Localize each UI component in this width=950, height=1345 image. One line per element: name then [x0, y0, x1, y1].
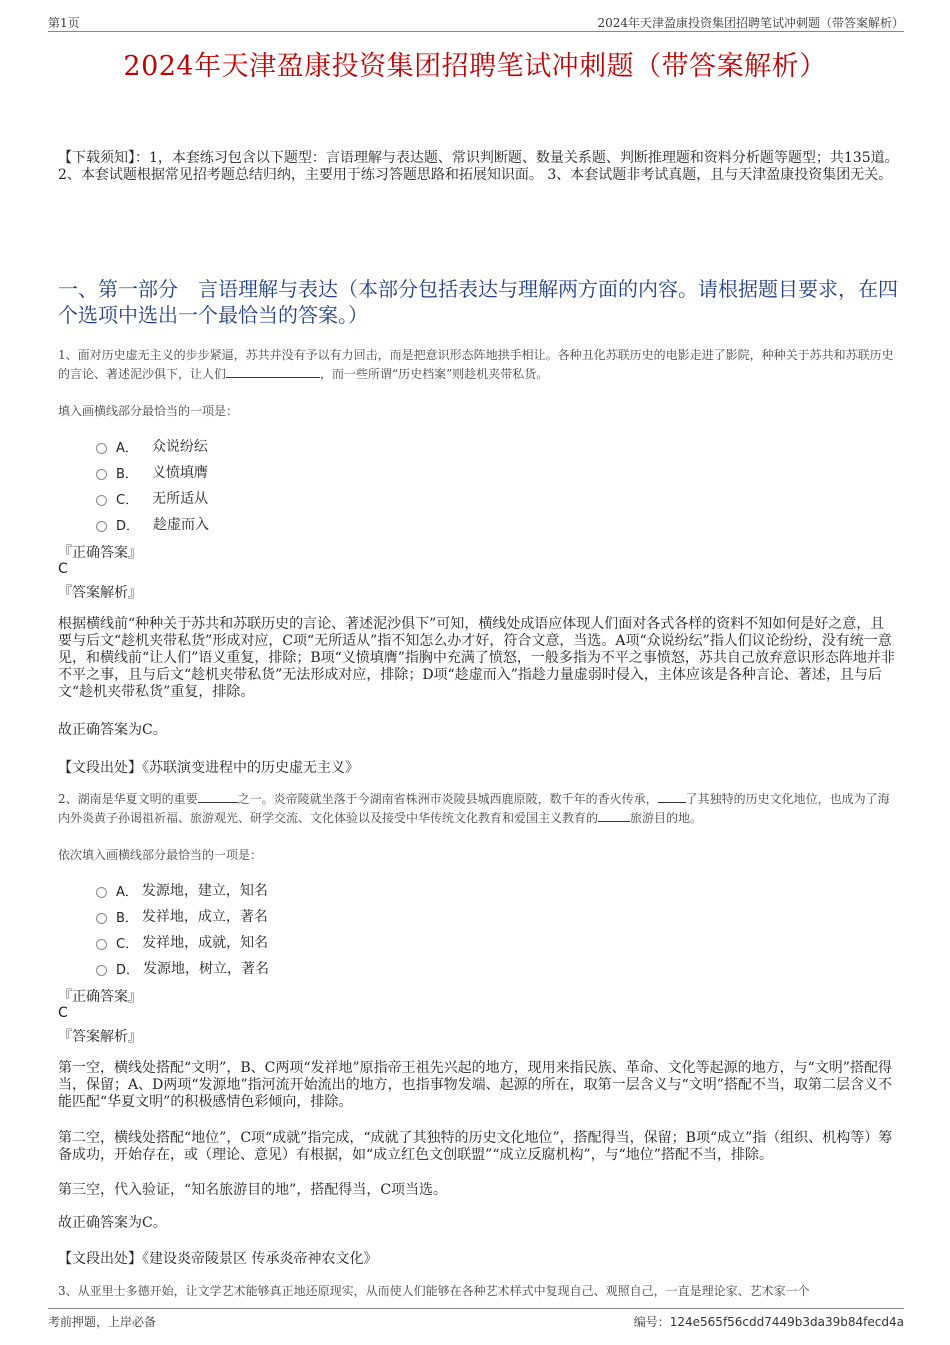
- fill-blank: [658, 790, 686, 803]
- radio-icon[interactable]: [96, 887, 107, 898]
- radio-icon[interactable]: [96, 939, 107, 950]
- radio-icon[interactable]: [96, 913, 107, 924]
- option-text: 众说纷纭: [151, 439, 208, 455]
- option-c[interactable]: [96, 932, 268, 952]
- header-divider: [48, 31, 904, 32]
- analysis-text: 第一空，横线处搭配“文明”，B、C两项“发祥地”原指帝王祖先兴起的地方，现用来指民族、革命、文化等起源的地方，与“文明”搭配得当，保留；A、D两项“发源地”指河流开始流出的地方，也指事物发端、起源的所在，取第一层含义与“文明”搭配不当，取第二层含义不能匹配“华夏文明”的积极感情色彩倾向，排除。: [58, 1060, 892, 1110]
- question-2-text: [58, 790, 900, 828]
- option-letter: B．: [116, 910, 138, 926]
- option-text: 发祥地，成就，知名: [142, 935, 269, 951]
- question-2-text-d: 旅游目的地。: [630, 811, 703, 825]
- code-label: 编号：: [633, 1315, 670, 1329]
- fill-blank: [598, 809, 630, 822]
- question-2-prompt: 依次填入画横线部分最恰当的一项是：: [58, 848, 263, 862]
- source-citation: 【文段出处】《建设炎帝陵景区 传承炎帝神农文化》: [58, 1251, 378, 1267]
- option-letter: B．: [116, 466, 138, 482]
- fill-blank: [198, 790, 238, 803]
- answer-value: C: [58, 561, 68, 577]
- analysis-label: 『答案解析』: [58, 585, 142, 601]
- question-2-text-a: 2、湖南是华夏文明的重要: [58, 792, 198, 806]
- analysis-text: 第三空，代入验证，“知名旅游目的地”，搭配得当，C项当选。: [58, 1182, 448, 1198]
- option-b[interactable]: [96, 462, 208, 482]
- question-1-text: [58, 346, 900, 384]
- question-1-prompt: 填入画横线部分最恰当的一项是：: [58, 404, 239, 418]
- fill-blank: [226, 365, 320, 378]
- analysis-text: 根据横线前“种种关于苏共和苏联历史的言论、著述泥沙俱下”可知，横线处成语应体现人们面对各式各样的资料不知如何是好之意，且要与后文“趁机夹带私货”形成对应，C项“无所适从”指不知怎么办才好，符合文意，当选。A项“众说纷纭”指人们议论纷纷，没有统一意见，和横线前“让人们”语义重复，排除；B项“义愤填膺”指胸中充满了愤怒，一般多指为不平之事愤怒，苏共自己放弃意识形态阵地并非不平之事，且与后文“趁机夹带私货”无法形成对应，排除；D项“趁虚而入”指趁力量虚弱时侵入，主体应该是各种言论、著述，且与后文“趁机夹带私货”重复，排除。: [58, 616, 895, 700]
- option-text: 发祥地，成立，著名: [141, 909, 268, 925]
- option-b[interactable]: [96, 906, 268, 926]
- option-letter: C．: [116, 492, 139, 508]
- option-letter: D．: [116, 962, 140, 978]
- option-a[interactable]: [96, 880, 268, 900]
- option-d[interactable]: [96, 958, 269, 978]
- question-1-text-a: 1、面对历史虚无主义的步步紧逼，苏共并没有予以有力回击，而是把意识形态阵地拱手相让。各种丑化苏联历史的电影走进了影院，种种关于苏共和苏联历史的言论、著述泥沙俱下，让人们: [58, 348, 894, 381]
- option-a[interactable]: [96, 436, 208, 456]
- question-1-text-b: ，而一些所谓“历史档案”则趁机夹带私货。: [320, 367, 549, 381]
- header-doc-title: 2024年天津盈康投资集团招聘笔试冲刺题（带答案解析）: [597, 16, 904, 30]
- question-2-text-b: 之一。炎帝陵就坐落于今湖南省株洲市炎陵县城西鹿原陂，数千年的香火传承，: [237, 792, 658, 806]
- answer-value: C: [58, 1005, 68, 1021]
- section-heading: 一、第一部分 言语理解与表达（本部分包括表达与理解两方面的内容。请根据题目要求，在四个选项中选出一个最恰当的答案。）: [58, 277, 898, 327]
- option-text: 发源地，树立，著名: [143, 961, 270, 977]
- option-text: 义愤填膺: [151, 465, 208, 481]
- footer-slogan: 考前押题，上岸必备: [48, 1315, 157, 1329]
- conclusion-text: 故正确答案为C。: [58, 1215, 167, 1231]
- radio-icon[interactable]: [96, 521, 107, 532]
- analysis-text: 第二空，横线处搭配“地位”，C项“成就”指完成，“成就了其独特的历史文化地位”，搭配得当，保留；B项“成立”指（组织、机构等）筹备成功，开始存在，或（理论、意见）有根据，如“成立红色文创联盟”“成立反腐机构”，与“地位”搭配不当，排除。: [58, 1130, 893, 1163]
- conclusion-text: 故正确答案为C。: [58, 722, 167, 738]
- radio-icon[interactable]: [96, 469, 107, 480]
- source-citation: 【文段出处】《苏联演变进程中的历史虚无主义》: [58, 760, 359, 776]
- radio-icon[interactable]: [96, 443, 107, 454]
- option-letter: C．: [116, 936, 139, 952]
- answer-label: 『正确答案』: [58, 545, 142, 561]
- option-text: 趁虚而入: [153, 517, 210, 533]
- option-letter: D．: [116, 518, 140, 534]
- analysis-label: 『答案解析』: [58, 1029, 142, 1045]
- footer-code: [634, 1313, 904, 1330]
- question-2-text-c: 了其独特的历史文化地位，也成为了海内外炎黄子孙谒祖祈福、旅游观光、研学交流、文化体验以及接受中华传统文化教育和爱国主义教育的: [58, 792, 890, 825]
- download-notice: 【下载须知】：1，本套练习包含以下题型：言语理解与表达题、常识判断题、数量关系题、判断推理题和资料分析题等题型；共135道。 2、本套试题根据常见招考题总结归纳，主要用于练习答题思路和拓展知识面。 3、本套试题非考试真题，且与天津盈康投资集团无关。: [58, 150, 899, 183]
- code-value: 124e565f56cdd7449b3da39b84fecd4a: [669, 1315, 904, 1329]
- page-title: 2024年天津盈康投资集团招聘笔试冲刺题（带答案解析）: [123, 51, 827, 82]
- question-3-text: 3、从亚里士多德开始，让文学艺术能够真正地还原现实，从而使人们能够在各种艺术样式中复现自己、观照自己，一直是理论家、艺术家一个: [58, 1284, 810, 1298]
- page-number: 第1页: [48, 16, 80, 30]
- option-letter: A．: [116, 884, 138, 900]
- option-text: 发源地，建立，知名: [141, 883, 268, 899]
- footer-divider: [48, 1308, 904, 1309]
- option-c[interactable]: [96, 488, 208, 508]
- radio-icon[interactable]: [96, 495, 107, 506]
- option-letter: A．: [116, 440, 138, 456]
- radio-icon[interactable]: [96, 965, 107, 976]
- option-d[interactable]: [96, 514, 209, 534]
- option-text: 无所适从: [152, 491, 209, 507]
- answer-label: 『正确答案』: [58, 989, 142, 1005]
